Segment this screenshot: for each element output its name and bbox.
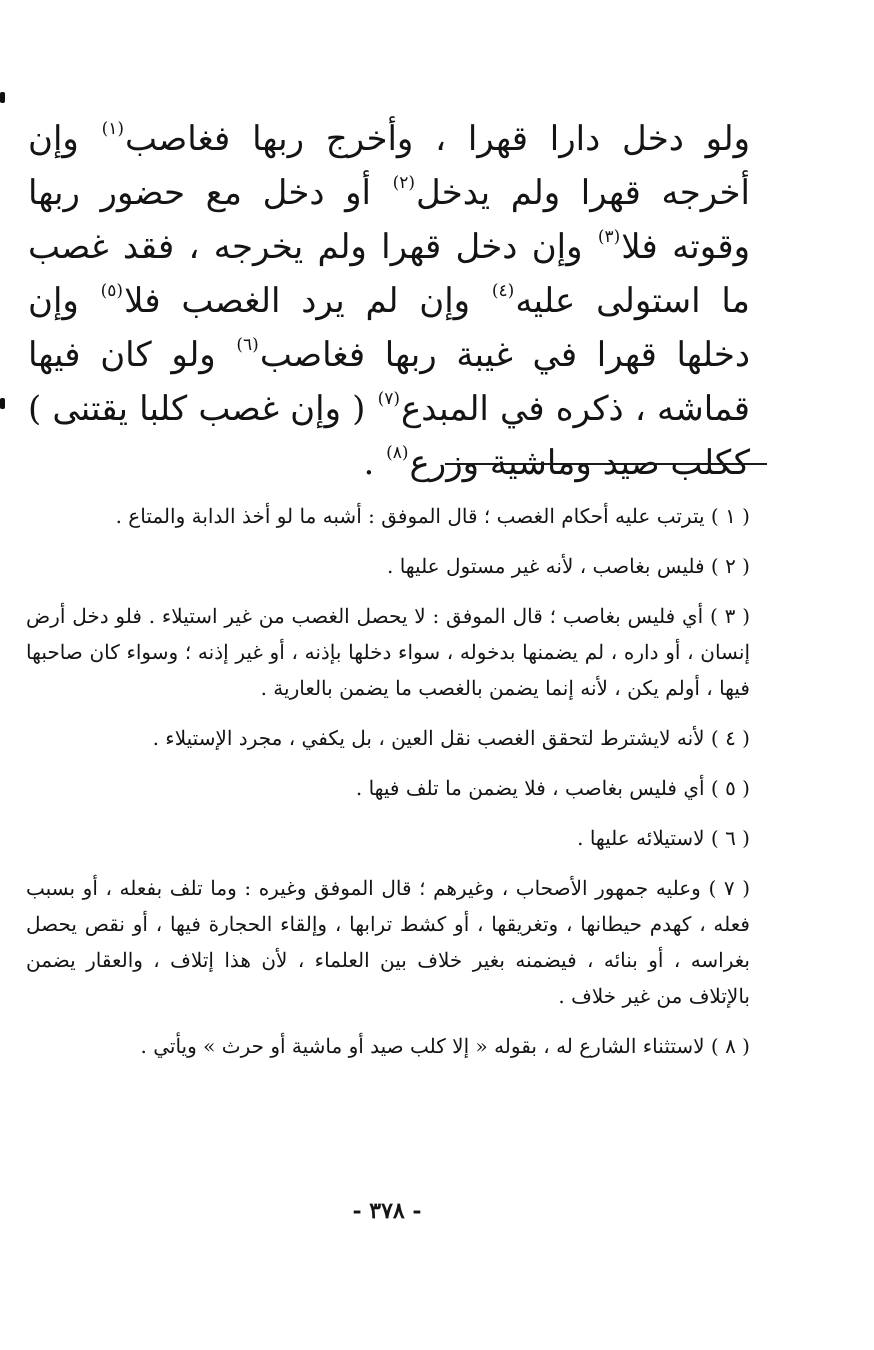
footnote-4: [26, 720, 750, 756]
main-text-segment: وإن دخلها قهرا في غيبة ربها فغاصب: [28, 281, 750, 375]
footnote-text: فليس بغاصب ، لأنه غير مستول عليها .: [387, 554, 711, 578]
main-text-segment: وإن لم يرد الغصب فلا: [124, 281, 491, 321]
main-text-segment: ولو دخل دارا قهرا ، وأخرج ربها فغاصب: [125, 119, 750, 159]
main-text-segment: وإن دخل قهرا ولم يخرجه ، فقد غصب ما استولى عليه: [28, 227, 750, 321]
main-text: [28, 112, 750, 490]
footnote-number: ( ٣ ): [710, 604, 750, 628]
footnote-text: وعليه جمهور الأصحاب ، وغيرهم ؛ قال الموفق وغيره : وما تلف بفعله ، أو بسبب فعله ، كهدم حيطانها ، وتغريقها ، أو كشط ترابها ، وإلقاء الحجارة فيها ، أو نقص يحصل بغراسه ، أو بنائه ، فيضمنه بغير خلاف بين العلماء ، لأن هذا إتلاف ، والعقار يضمن بالإتلاف من غير خلاف .: [26, 876, 750, 1008]
margin-mark: [0, 92, 5, 103]
footnote-3: [26, 598, 750, 706]
footnote-text: أي فليس بغاصب ؛ قال الموفق : لا يحصل الغصب من غير استيلاء . فلو دخل أرض إنسان ، أو داره ، لم يضمنها بدخوله ، سواء دخلها بإذنه ، أو غير إذنه ؛ وسواء كان صاحبها فيها ، أولم يكن ، لأنه إنما يضمن بالغصب ما يضمن بالعارية .: [26, 604, 751, 700]
footnote-number: ( ٢ ): [710, 554, 750, 578]
main-text-segment: .: [363, 443, 386, 483]
footnote-ref[interactable]: (٨): [386, 443, 409, 463]
footnote-text: أي فليس بغاصب ، فلا يضمن ما تلف فيها .: [355, 776, 711, 800]
footnote-text: لاستثناء الشارع له ، بقوله « إلا كلب صيد أو ماشية أو حرث » ويأتي .: [140, 1034, 711, 1058]
main-text-segment: أو دخل مع حضور ربها وقوته فلا: [28, 173, 750, 267]
footnote-number: ( ٨ ): [710, 1034, 750, 1058]
footnote-ref[interactable]: (٦): [236, 335, 259, 355]
main-text-segment: وإن أخرجه قهرا ولم يدخل: [28, 119, 750, 213]
footnote-text: لاستيلائه عليها .: [577, 826, 711, 850]
footnote-number: ( ٤ ): [710, 726, 750, 750]
footnote-8: [26, 1028, 750, 1064]
footnote-1: [26, 498, 750, 534]
footnote-text: يترتب عليه أحكام الغصب ؛ قال الموفق : أشبه ما لو أخذ الدابة والمتاع .: [115, 504, 711, 528]
main-text-segment: ( وإن غصب كلبا يقتنى ) ككلب صيد وماشية وزرع: [28, 389, 750, 483]
footnote-2: [26, 548, 750, 584]
footnote-ref[interactable]: (٤): [491, 281, 515, 301]
footnote-text: لأنه لايشترط لتحقق الغصب نقل العين ، بل يكفي ، مجرد الإستيلاء .: [152, 726, 711, 750]
footnote-number: ( ٧ ): [708, 876, 750, 900]
footnote-number: ( ١ ): [710, 504, 750, 528]
margin-mark: [0, 398, 5, 409]
footnote-7: [26, 870, 750, 1014]
footnotes: [26, 498, 750, 1078]
footnote-ref[interactable]: (٣): [597, 227, 621, 247]
footnote-6: [26, 820, 750, 856]
main-paragraph: [28, 112, 750, 490]
footnote-5: [26, 770, 750, 806]
footnote-number: ( ٥ ): [710, 776, 750, 800]
footnote-ref[interactable]: (٧): [377, 389, 401, 409]
footnote-ref[interactable]: (١): [101, 119, 125, 139]
footnote-separator: [445, 463, 767, 465]
footnote-ref[interactable]: (٢): [392, 173, 416, 193]
footnote-ref[interactable]: (٥): [100, 281, 124, 301]
page-number: - ٣٧٨ -: [352, 1198, 422, 1224]
footnote-number: ( ٦ ): [710, 826, 750, 850]
main-text-segment: ولو كان فيها قماشه ، ذكره في المبدع: [28, 335, 750, 429]
